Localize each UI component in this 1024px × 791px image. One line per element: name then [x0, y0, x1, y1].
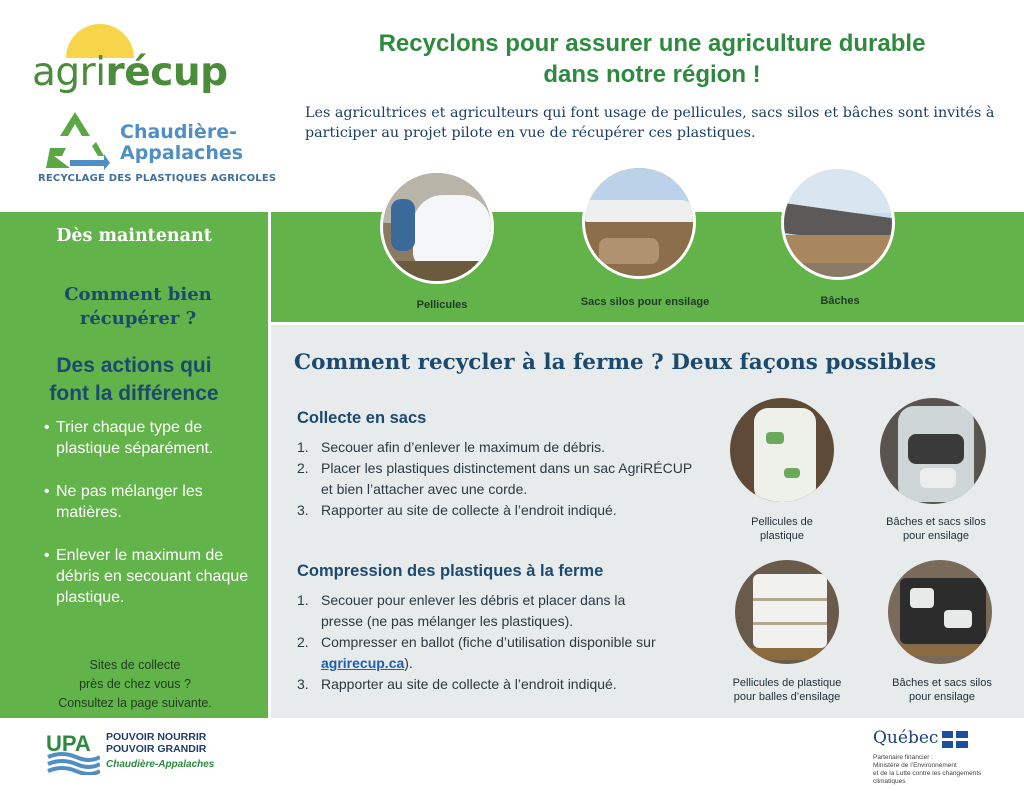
photo-caption-film — [712, 515, 852, 543]
intro-paragraph: Les agricultrices et agriculteurs qui font usage de pellicules, sacs silos et bâches sont invités à participer au projet pilote en vue de récupérer ces plastiques. — [305, 105, 995, 141]
caption-line: pour balles d’ensilage — [733, 691, 841, 703]
ministry-credit — [873, 754, 1013, 786]
step-text: Secouer afin d’enlever le maximum de débris. — [321, 439, 606, 455]
upa-slogan-line-2: POUVOIR GRANDIR — [106, 743, 207, 755]
page-title — [300, 28, 1004, 90]
compress-step: 3. Rapporter au site de collecte à l’endroit indiqué. — [297, 676, 617, 692]
region-name — [120, 122, 243, 164]
sites-line-3: Consultez la page suivante. — [58, 696, 212, 710]
brand-wordmark — [32, 50, 228, 95]
quebec-flag-icon — [942, 731, 968, 748]
sidebar-bullet: • Ne pas mélanger les matières. — [44, 481, 259, 523]
caption-line: Pellicules de — [751, 516, 813, 528]
upa-logo-text: UPA — [46, 731, 91, 756]
compress-subheading: Compression des plastiques à la ferme — [297, 562, 604, 580]
title-line-1: Recyclons pour assurer une agriculture durable — [378, 30, 926, 57]
ministry-line: Partenaire financier : — [873, 754, 933, 761]
sites-line-1: Sites de collecte — [89, 658, 181, 672]
compress-step: 1. Secouer pour enlever les débris et placer dans la presse (ne pas mélanger les plastiques). — [297, 590, 697, 632]
plastic-label-pellicules: Pellicules — [416, 299, 468, 311]
sidebar-bullet: • Enlever le maximum de débris en secouant chaque plastique. — [44, 545, 259, 608]
sidebar-how-heading — [0, 283, 276, 331]
photo-caption-bale-tarp — [872, 676, 1012, 704]
actions-line-1: Des actions qui — [56, 354, 212, 377]
how-line-1: Comment bien — [64, 284, 212, 305]
logo-tagline: RECYCLAGE DES PLASTIQUES AGRICOLES — [38, 173, 277, 184]
compress-steps-list — [297, 590, 697, 695]
sidebar-bullet-list — [44, 417, 259, 630]
bags-steps-list — [297, 437, 697, 521]
region-line-2: Appalaches — [120, 142, 244, 164]
sidebar-bullet: • Trier chaque type de plastique séparément. — [44, 417, 259, 459]
wrapped-bale-photo — [380, 170, 494, 284]
how-line-2: récupérer ? — [79, 308, 197, 329]
collection-sites-note — [0, 656, 270, 713]
upa-slogan-line-1: POUVOIR NOURRIR — [106, 731, 207, 743]
step-text-end: ). — [404, 655, 413, 671]
caption-line: Bâches et sacs silos — [886, 516, 986, 528]
brand-agri: agri — [32, 50, 106, 95]
actions-line-2: font la différence — [49, 382, 219, 405]
upa-slogan — [106, 731, 206, 755]
sites-line-2: près de chez vous ? — [79, 677, 191, 691]
step-text: Placer les plastiques distinctement dans un sac AgriRÉCUP et bien l’attacher avec une corde. — [321, 460, 692, 497]
sidebar-actions-heading — [0, 352, 268, 408]
quebec-wordmark: Québec — [873, 728, 939, 748]
upa-logo — [46, 731, 100, 775]
photo-caption-bale-film — [712, 676, 862, 704]
upa-region: Chaudière-Appalaches — [106, 759, 215, 770]
caption-line: pour ensilage — [908, 691, 976, 703]
bags-step: 2. Placer les plastiques distinctement dans un sac AgriRÉCUP et bien l’attacher avec une corde. — [297, 460, 692, 497]
step-text: Compresser en ballot (fiche d’utilisation disponible sur — [321, 634, 656, 650]
bale-tarp-photo — [885, 557, 995, 667]
plastic-label-silo-bags: Sacs silos pour ensilage — [580, 296, 710, 308]
step-text: Secouer pour enlever les débris et placer dans la presse (ne pas mélanger les plastiques). — [321, 592, 626, 629]
caption-line: plastique — [759, 530, 805, 542]
step-text: Rapporter au site de collecte à l’endroit indiqué. — [321, 502, 617, 518]
caption-line: pour ensilage — [902, 530, 970, 542]
compress-step: 2. Compresser en ballot (fiche d’utilisation disponible sur agrirecup.ca). — [297, 634, 656, 671]
agrirecup-link[interactable]: agrirecup.ca — [321, 655, 405, 671]
ministry-line: et de la Lutte contre les changements climatiques — [873, 770, 982, 785]
recycle-heading: Comment recycler à la ferme ? Deux façons possibles — [294, 350, 937, 375]
agrirecup-logo — [28, 20, 277, 190]
bale-film-photo — [732, 557, 842, 667]
tarp-photo — [781, 166, 895, 280]
caption-line: Pellicules de plastique — [732, 677, 842, 689]
bag-film-photo — [727, 395, 837, 505]
bags-step: 1. Secouer afin d’enlever le maximum de débris. — [297, 439, 606, 455]
title-line-2: dans notre région ! — [543, 61, 761, 88]
silo-bag-photo — [582, 165, 696, 279]
sidebar-now-heading: Dès maintenant — [56, 226, 212, 246]
caption-line: Bâches et sacs silos — [892, 677, 992, 689]
bag-tarp-photo — [877, 395, 989, 507]
ministry-line: Ministère de l’Environnement — [873, 762, 957, 769]
region-line-1: Chaudière- — [120, 121, 237, 143]
bags-step: 3. Rapporter au site de collecte à l’endroit indiqué. — [297, 500, 697, 521]
brand-recup: récup — [105, 50, 228, 95]
photo-caption-tarp — [866, 515, 1006, 543]
bags-subheading: Collecte en sacs — [297, 409, 427, 427]
step-text: Rapporter au site de collecte à l’endroit indiqué. — [321, 676, 617, 692]
recycle-arrows-icon — [40, 108, 110, 170]
plastic-label-baches: Bâches — [820, 295, 860, 307]
